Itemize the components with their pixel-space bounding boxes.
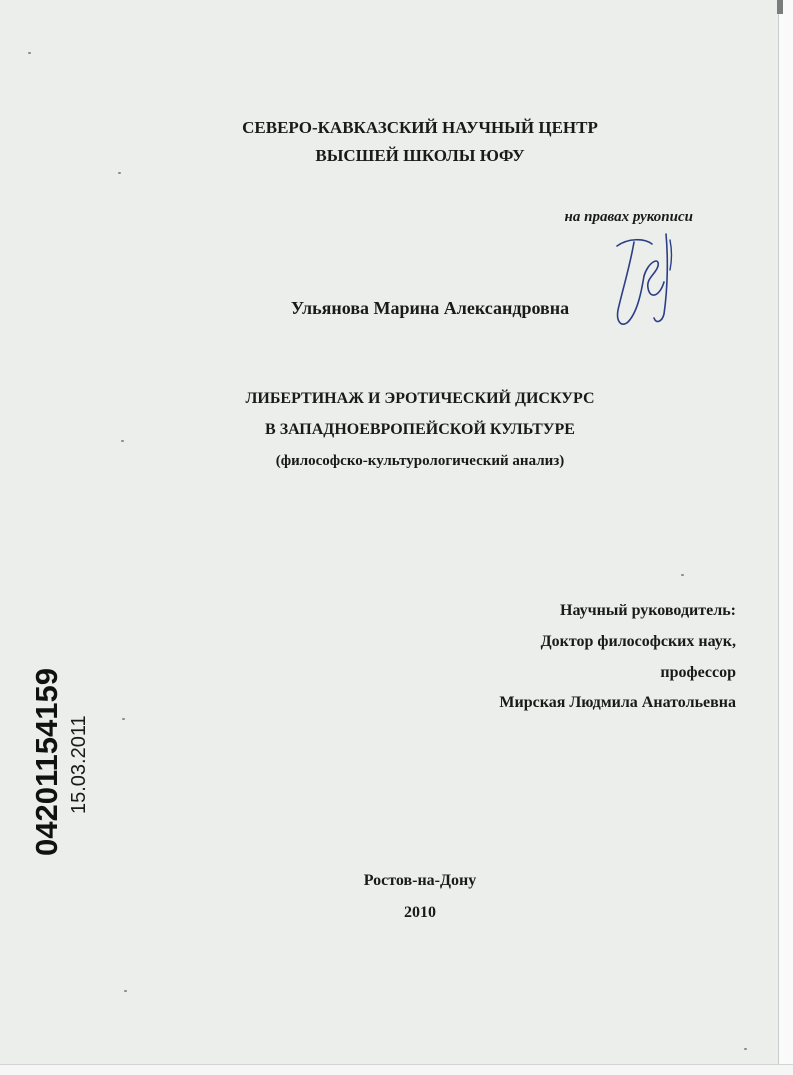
scan-speck: [118, 172, 121, 174]
thesis-title-line-1: ЛИБЕРТИНАЖ И ЭРОТИЧЕСКИЙ ДИСКУРС: [245, 390, 595, 407]
publication-year: 2010: [404, 904, 436, 921]
supervisor-name: Мирская Людмила Анатольевна: [499, 694, 736, 711]
supervisor-degree: Доктор философских наук,: [540, 633, 736, 650]
scan-speck: [28, 52, 31, 54]
scan-speck: [122, 718, 125, 720]
stamp-number: 04201154159: [29, 668, 64, 856]
scan-speck: [124, 990, 127, 992]
scan-speck: [121, 440, 124, 442]
scan-speck: [744, 1048, 747, 1050]
stamp-date: 15.03.2011: [68, 715, 90, 814]
page-edge-bottom: [0, 1064, 793, 1075]
handwritten-signature: [608, 226, 684, 332]
library-stamp: [30, 636, 100, 856]
scan-corner-mark: [777, 0, 783, 14]
manuscript-note: на правах рукописи: [564, 209, 693, 225]
organization-line-1: СЕВЕРО-КАВКАЗСКИЙ НАУЧНЫЙ ЦЕНТР: [242, 118, 598, 137]
page-edge-right: [778, 0, 793, 1075]
supervisor-heading: Научный руководитель:: [560, 602, 736, 619]
organization-line-2: ВЫСШЕЙ ШКОЛЫ ЮФУ: [315, 146, 525, 165]
author-name: Ульянова Марина Александровна: [290, 298, 570, 318]
thesis-title-line-2: В ЗАПАДНОЕВРОПЕЙСКОЙ КУЛЬТУРЕ: [265, 421, 575, 438]
supervisor-rank: профессор: [660, 664, 736, 681]
publication-place: Ростов-на-Дону: [363, 872, 477, 889]
thesis-subtitle: (философско-культурологический анализ): [275, 453, 565, 469]
scan-speck: [681, 574, 684, 576]
